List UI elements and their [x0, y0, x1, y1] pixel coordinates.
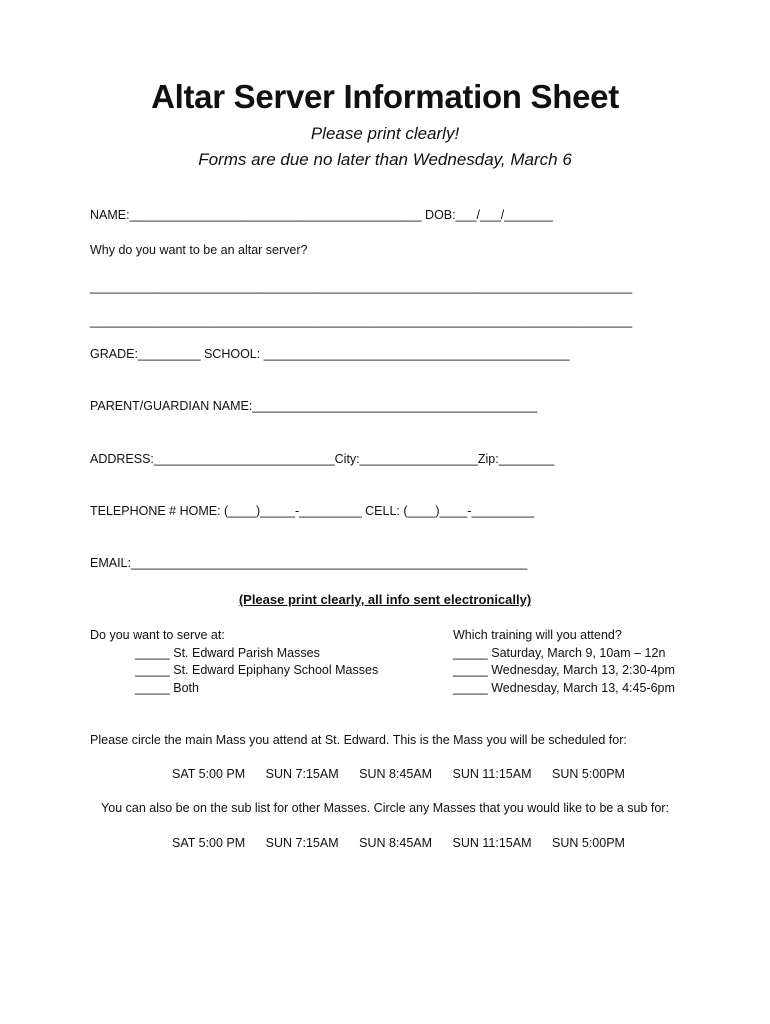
address-field[interactable]: ADDRESS:__________________________City:_________________Zip:________ — [90, 452, 555, 466]
training-option-1[interactable]: _____ Saturday, March 9, 10am – 12n — [453, 645, 666, 660]
serve-option-parish[interactable]: _____ St. Edward Parish Masses — [135, 645, 320, 660]
main-mass-option[interactable]: SUN 8:45AM — [359, 767, 433, 781]
page-title: Altar Server Information Sheet — [151, 78, 619, 115]
electronic-notice — [0, 592, 770, 607]
sub-mass-option[interactable]: SUN 5:00PM — [552, 836, 625, 850]
grade-school-field[interactable]: GRADE:_________ SCHOOL: ____________________________________________ — [90, 347, 570, 361]
sub-mass-option[interactable]: SUN 8:45AM — [359, 836, 433, 850]
telephone-field[interactable]: TELEPHONE # HOME: (____)_____-_________ CELL: (____)____-_________ — [90, 504, 535, 518]
training-option-2[interactable]: _____ Wednesday, March 13, 2:30-4pm — [453, 663, 675, 677]
sub-mass-option[interactable]: SUN 7:15AM — [265, 836, 339, 850]
main-mass-option[interactable]: SUN 5:00PM — [552, 767, 625, 781]
serve-option-school[interactable]: _____ St. Edward Epiphany School Masses — [135, 663, 379, 677]
subtitle-print-clearly: Please print clearly! — [310, 124, 460, 143]
sub-mass-instruction: You can also be on the sub list for other Masses. Circle any Masses that you would like to be a sub for: — [101, 801, 669, 815]
main-mass-times — [172, 767, 642, 781]
training-section — [453, 627, 675, 697]
training-option-3[interactable]: _____ Wednesday, March 13, 4:45-6pm — [453, 680, 675, 695]
electronic-notice-text: (Please print clearly, all info sent electronically) — [238, 592, 532, 607]
sub-mass-option[interactable]: SUN 11:15AM — [452, 836, 532, 850]
why-question: Why do you want to be an altar server? — [90, 243, 308, 257]
serve-option-both[interactable]: _____ Both — [135, 680, 199, 695]
main-mass-option[interactable]: SUN 11:15AM — [452, 767, 532, 781]
why-answer-line-2[interactable]: ______________________________________________________________________________ — [90, 314, 633, 328]
main-mass-option[interactable]: SUN 7:15AM — [265, 767, 339, 781]
main-mass-instruction: Please circle the main Mass you attend at St. Edward. This is the Mass you will be scheduled for: — [90, 733, 627, 747]
training-question: Which training will you attend? — [453, 628, 622, 642]
sub-mass-option[interactable]: SAT 5:00 PM — [172, 836, 246, 850]
serve-question: Do you want to serve at: — [90, 628, 225, 642]
sub-mass-times — [172, 836, 642, 850]
subtitle-due-date: Forms are due no later than Wednesday, March 6 — [198, 150, 572, 169]
name-dob-field[interactable]: NAME:__________________________________________ DOB:___/___/_______ — [90, 208, 553, 222]
parent-guardian-field[interactable]: PARENT/GUARDIAN NAME:_________________________________________ — [90, 399, 538, 413]
serve-section — [90, 627, 378, 697]
why-answer-line-1[interactable]: ______________________________________________________________________________ — [90, 280, 633, 294]
main-mass-option[interactable]: SAT 5:00 PM — [172, 767, 246, 781]
email-field[interactable]: EMAIL:_________________________________________________________ — [90, 556, 528, 570]
